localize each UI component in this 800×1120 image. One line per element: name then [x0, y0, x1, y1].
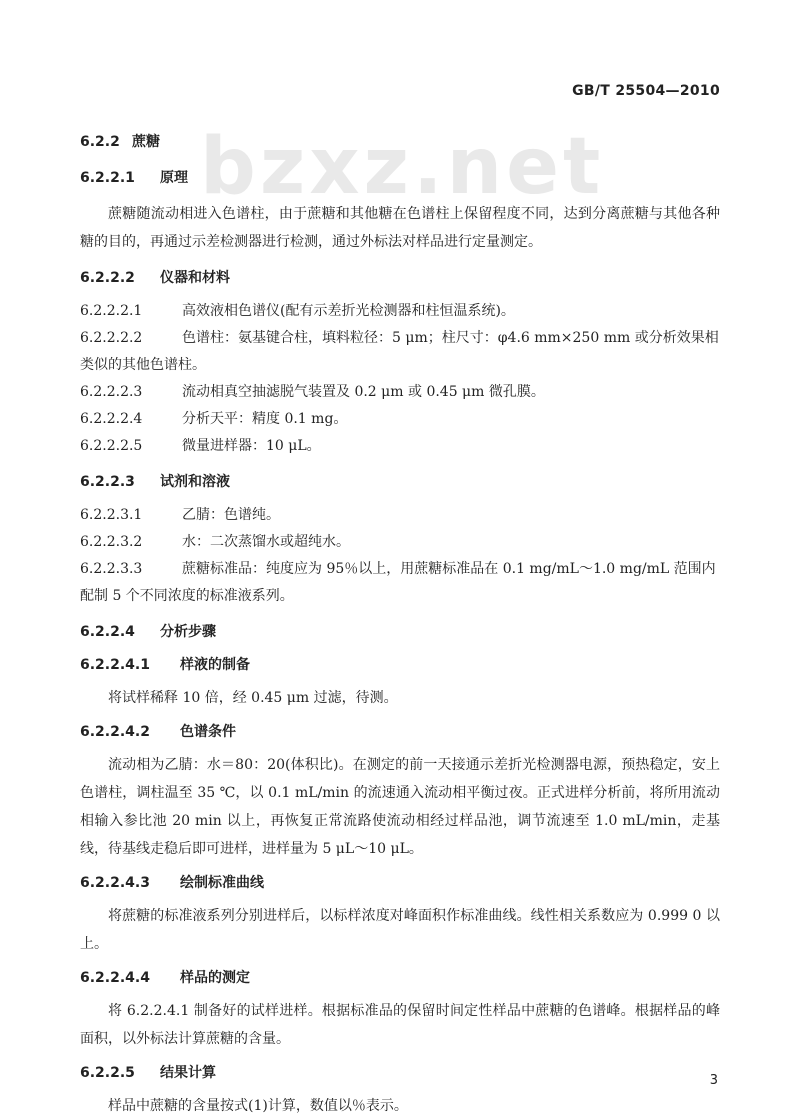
section-heading-6-2-2-4-2	[80, 722, 720, 743]
section-title: 试剂和溶液	[160, 474, 230, 490]
reagent-list	[80, 502, 720, 610]
paragraph-sample-measure: 将 6.2.2.4.1 制备好的试样进样。根据标准品的保留时间定性样品中蔗糖的色谱峰。根据样品的峰面积，以外标法计算蔗糖的含量。	[80, 1003, 720, 1047]
section-heading-6-2-2-4-4	[80, 968, 720, 989]
paragraph-principle: 蔗糖随流动相进入色谱柱，由于蔗糖和其他糖在色谱柱上保留程度不同，达到分离蔗糖与其他各种糖的目的，再通过示差检测器进行检测，通过外标法对样品进行定量测定。	[80, 206, 720, 250]
paragraph-sample-prep: 将试样稀释 10 倍，经 0.45 μm 过滤，待测。	[108, 690, 398, 706]
section-number: 6.2.2.1	[80, 170, 135, 186]
list-item: 6.2.2.2.1 高效液相色谱仪(配有示差折光检测器和柱恒温系统)。	[80, 303, 515, 319]
document-body	[80, 132, 720, 1120]
section-title: 原理	[160, 170, 188, 186]
section-title: 分析步骤	[160, 624, 216, 640]
section-title: 绘制标准曲线	[180, 875, 264, 891]
section-number: 6.2.2.5	[80, 1065, 135, 1081]
section-heading-6-2-2-2	[80, 268, 720, 289]
section-heading-6-2-2-4-1	[80, 655, 720, 676]
section-title: 蔗糖	[132, 134, 160, 150]
page-number: 3	[709, 1073, 718, 1088]
section-heading-6-2-2-4-3	[80, 873, 720, 894]
section-heading-6-2-2-5	[80, 1063, 720, 1084]
section-number: 6.2.2.2	[80, 270, 135, 286]
section-number: 6.2.2.4.3	[80, 875, 150, 891]
section-title: 仪器和材料	[160, 270, 230, 286]
section-heading-6-2-2-1	[80, 168, 720, 189]
list-item: 6.2.2.3.2 水：二次蒸馏水或超纯水。	[80, 534, 350, 550]
standard-code: GB/T 25504—2010	[572, 83, 720, 99]
section-heading-6-2-2	[80, 132, 720, 153]
section-title: 样液的制备	[180, 657, 250, 673]
section-heading-6-2-2-3	[80, 472, 720, 493]
section-heading-6-2-2-4	[80, 622, 720, 643]
section-title: 结果计算	[160, 1065, 216, 1081]
section-number: 6.2.2.3	[80, 474, 135, 490]
list-item: 6.2.2.2.5 微量进样器：10 μL。	[80, 438, 321, 454]
watermark: bzxz.net	[200, 122, 605, 212]
section-number: 6.2.2.4.2	[80, 724, 150, 740]
paragraph-calculation: 样品中蔗糖的含量按式(1)计算，数值以％表示。	[108, 1098, 408, 1114]
section-number: 6.2.2.4.4	[80, 970, 150, 986]
list-item: 6.2.2.3.3 蔗糖标准品：纯度应为 95％以上，用蔗糖标准品在 0.1 mg/mL～1.0 mg/mL 范围内配制 5 个不同浓度的标准液系列。	[80, 561, 716, 604]
section-title: 样品的测定	[180, 970, 250, 986]
paragraph-chromatography: 流动相为乙腈：水＝80：20(体积比)。在测定的前一天接通示差折光检测器电源，预热稳定，安上色谱柱，调柱温至 35 ℃，以 0.1 mL/min 的流速通入流动相平衡过夜。正式进样分析前，将所用流动相输入参比池 20 min 以上，再恢复正常流路使流动相经过样品池，调节流速至 1.0 mL/min，走基线，待基线走稳后即可进样，进样量为 5 μL～10 μL。	[80, 757, 720, 857]
section-title: 色谱条件	[180, 724, 236, 740]
list-item: 6.2.2.2.4 分析天平：精度 0.1 mg。	[80, 411, 348, 427]
section-number: 6.2.2	[80, 134, 120, 150]
instrument-list	[80, 298, 720, 460]
list-item: 6.2.2.2.2 色谱柱：氨基键合柱，填料粒径：5 μm；柱尺寸：φ4.6 mm×250 mm 或分析效果相类似的其他色谱柱。	[80, 330, 719, 373]
list-item: 6.2.2.2.3 流动相真空抽滤脱气装置及 0.2 μm 或 0.45 μm 微孔膜。	[80, 384, 545, 400]
paragraph-calibration: 将蔗糖的标准液系列分别进样后，以标样浓度对峰面积作标准曲线。线性相关系数应为 0.999 0 以上。	[80, 908, 720, 952]
section-number: 6.2.2.4.1	[80, 657, 150, 673]
section-number: 6.2.2.4	[80, 624, 135, 640]
list-item: 6.2.2.3.1 乙腈：色谱纯。	[80, 507, 280, 523]
